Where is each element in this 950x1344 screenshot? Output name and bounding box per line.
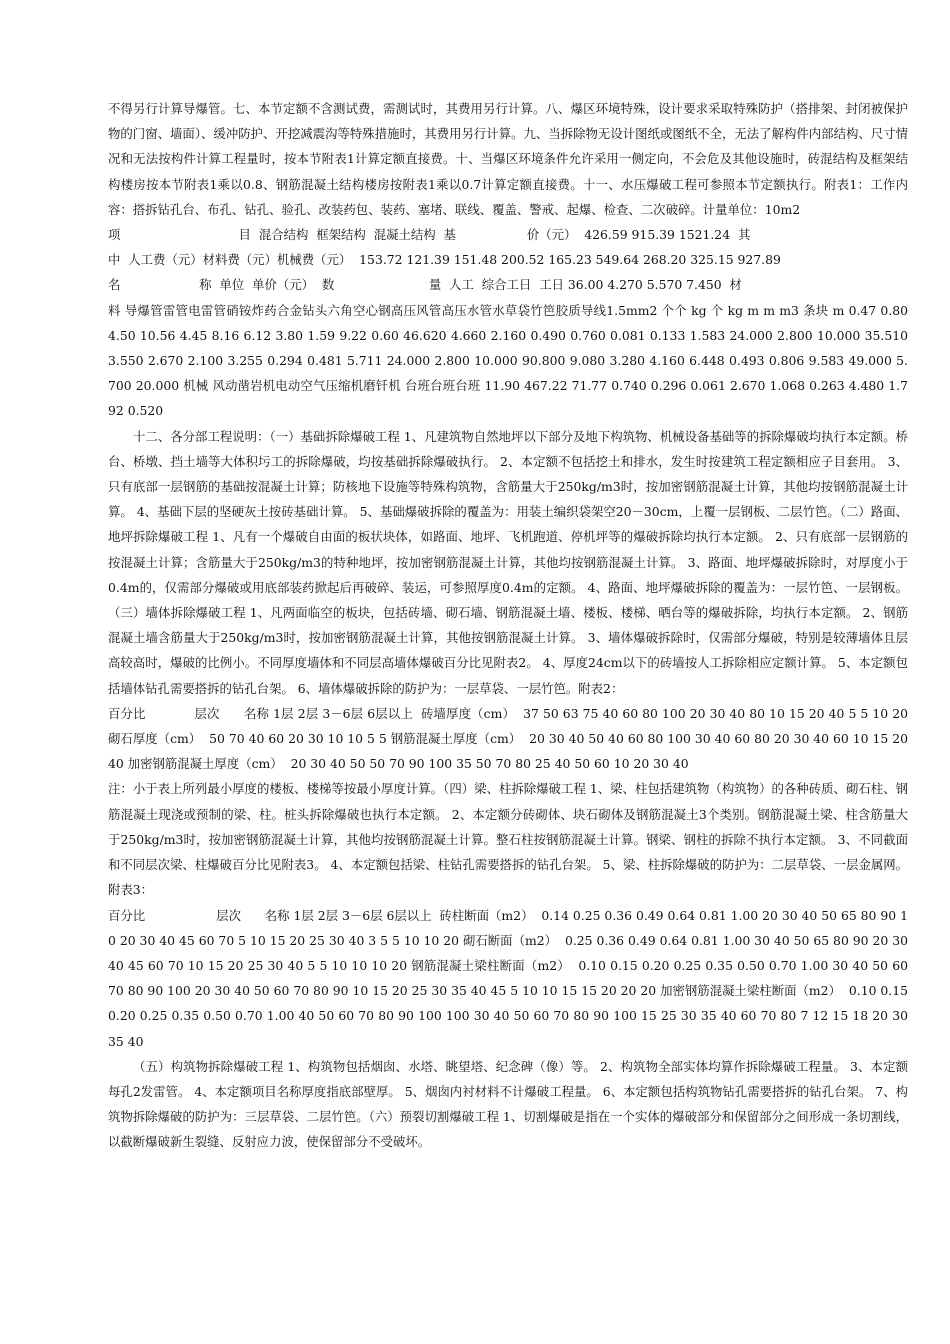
table1-row-name-unit: 名 称 单位 单价（元） 数 量 人工 综合工日 工日 36.00 4.270 5.570 7.450 材 <box>108 277 742 293</box>
table2-wall-percentages: 百分比 层次 名称 1层 2层 3－6层 6层以上 砖墙厚度（cm） 37 50 63 75 40 60 80 100 20 30 40 80 10 15 20 40 5 5 10 20 砌石厚度（cm） 50 70 40 60 20 30 10 10 5 5 钢筋混凝土厚度（cm） 20 30 40 50 40 60 80 100 30 40 60 80 20 30 40 60 10 15 20 40 加密钢筋混凝土厚度（cm） 20 30 40 50 50 70 90 100 35 50 70 80 25 40 50 60 10 20 30 40 <box>108 705 912 772</box>
table3-beam-column-percentages: 百分比 层次 名称 1层 2层 3－6层 6层以上 砖柱断面（m2） 0.14 0.25 0.36 0.49 0.64 0.81 1.00 20 30 40 50 65 80 90 10 20 30 40 45 60 70 5 10 15 20 25 30 40 3 5 5 10 10 20 砌石断面（m2） 0.25 0.36 0.49 0.64 0.81 1.00 30 40 50 65 80 90 20 30 40 45 60 70 10 15 20 25 30 40 5 5 10 10 10 20 钢筋混凝土梁柱断面（m2） 0.10 0.15 0.20 0.25 0.35 0.50 0.70 1.00 30 40 50 60 70 80 90 100 20 30 40 50 60 70 80 90 10 15 20 25 30 35 40 45 5 10 10 15 15 20 20 20 加密钢筋混凝土梁柱断面（m2） 0.10 0.15 0.20 0.25 0.35 0.50 0.70 1.00 40 50 60 70 80 90 100 100 30 40 50 60 70 80 90 100 15 25 30 35 40 60 70 80 7 12 15 18 20 30 35 40 <box>108 907 912 1049</box>
paragraph-structures-presplit: （五）构筑物拆除爆破工程 1、构筑物包括烟囱、水塔、眺望塔、纪念碑（像）等。 2、构筑物全部实体均算作拆除爆破工程量。 3、本定额每孔2发雷管。 4、本定额项目名称厚度指底部壁厚。 5、烟囱内衬材料不计爆破工程量。 6、本定额包括构筑物钻孔需要搭拆的钻孔台架。 7、构筑物拆除爆破的防护为：三层草袋、二层竹笆。（六）预裂切割爆破工程 1、切割爆破是指在一个实体的爆破部分和保留部分之间形成一条切割线，以截断爆破新生裂缝、反射应力波，使保留部分不受破坏。 <box>108 1058 908 1150</box>
table1-row-item-header: 项 目 混合结构 框架结构 混凝土结构 基 价（元） 426.59 915.39 1521.24 其 <box>108 227 751 243</box>
table1-row-cost-breakdown: 中 人工费（元）材料费（元）机械费（元） 153.72 121.39 151.48 200.52 165.23 549.64 268.20 325.15 927.89 <box>108 252 781 268</box>
document-page <box>108 96 912 1155</box>
table1-body: 料 导爆管雷管电雷管硝铵炸药合金钻头六角空心钢高压风管高压水管水草袋竹笆胶质导线1.5mm2 个个 kg 个 kg m m m3 条块 m 0.47 0.80 4.50 10.56 4.45 8.16 6.12 3.80 1.59 9.22 0.60 46.620 4.660 2.160 0.490 0.760 0.081 0.133 1.583 24.000 2.800 10.000 35.510 3.550 2.670 2.100 3.255 0.294 0.481 5.711 24.000 2.800 10.000 90.800 9.080 3.280 4.160 6.448 0.493 0.806 9.583 49.000 5.700 20.000 机械 风动凿岩机电动空气压缩机磨钎机 台班台班台班 11.90 467.22 71.77 0.740 0.296 0.061 2.670 1.068 0.263 4.480 1.792 0.520 <box>108 302 908 419</box>
paragraph-note-beams-columns: 注：小于表上所列最小厚度的楼板、楼梯等按最小厚度计算。（四）梁、柱拆除爆破工程 1、梁、柱包括建筑物（构筑物）的各种砖质、砌石柱、钢筋混凝土现浇或预制的梁、柱。桩头拆除爆破也执行本定额。 2、本定额分砖砌体、块石砌体及钢筋混凝土3个类别。钢筋混凝土梁、柱含筋量大于250kg/m3时，按加密钢筋混凝土计算，其他均按钢筋混凝土计算。整石柱按钢筋混凝土计算。钢梁、钢柱的拆除不执行本定额。 3、不同截面和不同层次梁、柱爆破百分比见附表3。 4、本定额包括梁、柱钻孔需要搭拆的钻孔台架。 5、梁、柱拆除爆破的防护为：二层草袋、一层金属网。附表3： <box>108 781 908 898</box>
paragraph-explanations-7-11: 不得另行计算导爆管。七、本节定额不含测试费，需测试时，其费用另行计算。八、爆区环境特殊，设计要求采取特殊防护（搭排架、封闭被保护物的门窗、墙面）、缓冲防护、开挖减震沟等特殊措施时，其费用另行计算。九、当拆除物无设计图纸或图纸不全，无法了解构件内部结构、尺寸情况和无法按构件计算工程量时，按本节附表1计算定额直接费。十、当爆区环境条件允许采用一侧定向，不会危及其他设施时，砖混结构及框架结构楼房按本节附表1乘以0.8、钢筋混凝土结构楼房按附表1乘以0.7计算定额直接费。十一、水压爆破工程可参照本节定额执行。附表1：工作内容：搭拆钻孔台、布孔、钻孔、验孔、改装药包、装药、塞堵、联线、覆盖、警戒、起爆、检查、二次破碎。计量单位：10m2 <box>108 101 908 217</box>
paragraph-section-12: 十二、各分部工程说明：（一）基础拆除爆破工程 1、凡建筑物自然地坪以下部分及地下构筑物、机械设备基础等的拆除爆破均执行本定额。桥台、桥墩、挡土墙等大体积圬工的拆除爆破，均按基础拆除爆破执行。 2、本定额不包括挖土和排水，发生时按建筑工程定额相应子目套用。 3、只有底部一层钢筋的基础按混凝土计算；防核地下设施等特殊构筑物，含筋量大于250kg/m3时，按加密钢筋混凝土计算，其他均按钢筋混凝土计算。 4、基础下层的坚硬灰土按砖基础计算。 5、基础爆破拆除的覆盖为：用装土编织袋架空20－30cm，上覆一层钢板、二层竹笆。（二）路面、地坪拆除爆破工程 1、凡有一个爆破自由面的板状块体，如路面、地坪、飞机跑道、停机坪等的爆破拆除均执行本定额。 2、只有底部一层钢筋的按混凝土计算；含筋量大于250kg/m3的特种地坪，按加密钢筋混凝土计算，其他均按钢筋混凝土计算。 3、路面、地坪爆破拆除时，对厚度小于0.4m的，仅需部分爆破或用底部装药掀起后再破碎、装运，可参照厚度0.4m的定额。 4、路面、地坪爆破拆除的覆盖为：一层竹笆、一层钢板。（三）墙体拆除爆破工程 1、凡两面临空的板块，包括砖墙、砌石墙、钢筋混凝土墙、楼板、楼梯、晒台等的爆破拆除，均执行本定额。 2、钢筋混凝土墙含筋量大于250kg/m3时，按加密钢筋混凝土计算，其他按钢筋混凝土计算。 3、墙体爆破拆除时，仅需部分爆破，特别是较薄墙体且层高较高时，爆破的比例小。不同厚度墙体和不同层高墙体爆破百分比见附表2。 4、厚度24cm以下的砖墙按人工拆除相应定额计算。 5、本定额包括墙体钻孔需要搭拆的钻孔台架。 6、墙体爆破拆除的防护为：一层草袋、一层竹笆。附表2： <box>108 428 908 696</box>
